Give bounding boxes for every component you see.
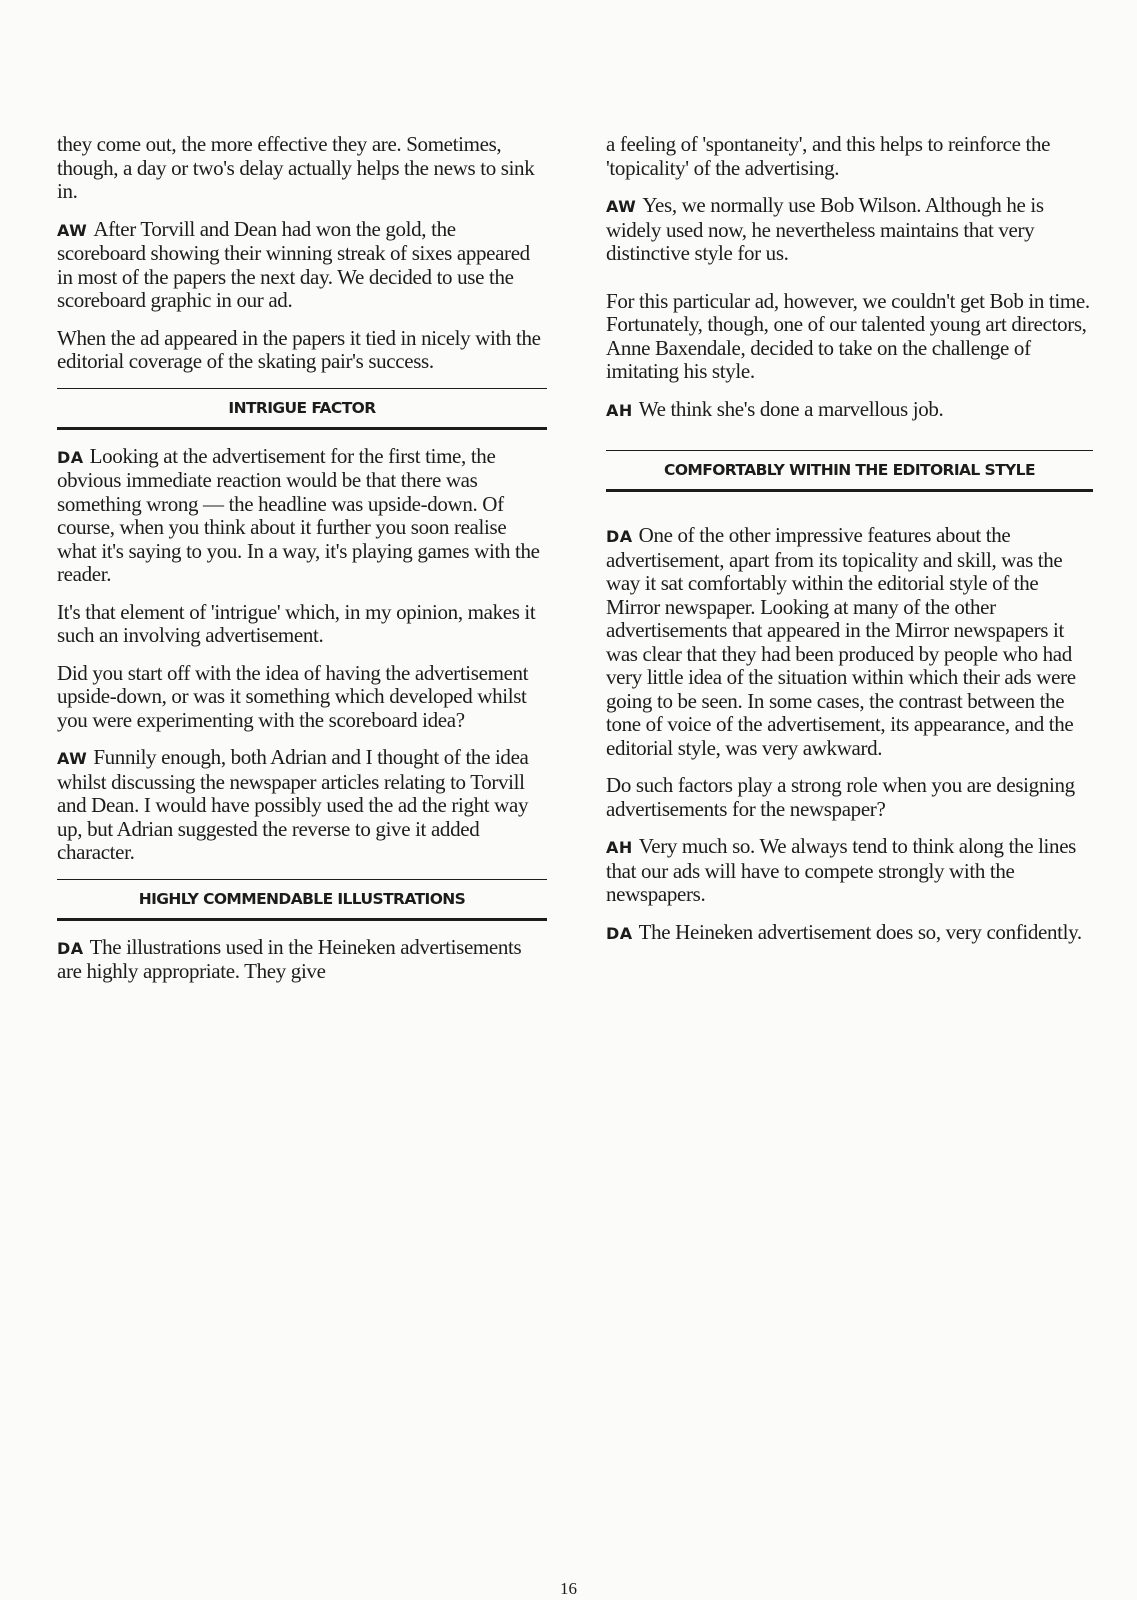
section-heading [57,388,547,430]
speaker-initials: DA [606,923,633,943]
section-heading-text: COMFORTABLY WITHIN THE EDITORIAL STYLE [664,461,1035,479]
paragraph: For this particular ad, however, we couldn't get Bob in time. Fortunately, though, one of our talented young art directors, Anne Baxendale, decided to take on the challenge of imitating his style. [606,288,1090,383]
speaker-initials: AW [606,197,637,216]
paragraph [57,746,547,865]
paragraph [606,921,1093,946]
right-column [606,133,1093,959]
paragraph-text: The illustrations used in the Heineken advertisements are highly appropriate. They give [57,934,522,983]
paragraph [606,524,1093,760]
paragraph: Do such factors play a strong role when you are designing advertisements for the newspaper? [606,773,1075,821]
paragraph: they come out, the more effective they are. Sometimes, though, a day or two's delay actually helps the news to sink in. [57,132,535,203]
paragraph-text: Looking at the advertisement for the first time, the obvious immediate reaction would be that there was something wrong — the headline was upside-down. Of course, when you think about it further you soon realise what it's saying to you. In a way, it's playing games with the reader. [57,443,540,586]
paragraph [606,194,1093,266]
paragraph-text: Funnily enough, both Adrian and I thought of the idea whilst discussing the newspaper articles relating to Torvill and Dean. I would have possibly used the ad the right way up, but Adrian suggested the reverse to give it added character. [57,745,529,864]
speaker-initials: AH [606,838,633,857]
paragraph-text: One of the other impressive features about the advertisement, apart from its topicality and skill, was the way it sat comfortably within the editorial style of the Mirror newspaper. Looking at many of the other advertisements that appeared in the Mirror newspapers it was clear that they had been produced by people who had very little idea of the situation within which their ads were going to be seen. In some cases, the contrast between the tone of voice of the advertisement, its appearance, and the editorial style, was very awkward. [606,523,1076,760]
paragraph-text: After Torvill and Dean had won the gold, the scoreboard showing their winning streak of sixes appeared in most of the papers the next day. We decided to use the scoreboard graphic in our ad. [57,216,530,312]
paragraph [606,835,1093,907]
speaker-initials: DA [606,527,633,546]
section-heading [57,879,547,921]
paragraph [57,218,547,313]
speaker-initials: AW [57,749,88,768]
paragraph [606,398,1093,423]
paragraph: When the ad appeared in the papers it tied in nicely with the editorial coverage of the skating pair's success. [57,325,541,373]
paragraph-text: The Heineken advertisement does so, very confidently. [638,919,1082,944]
speaker-initials: AW [57,220,88,240]
paragraph: a feeling of 'spontaneity', and this helps to reinforce the 'topicality' of the advertising. [606,132,1051,180]
paragraph-text: We think she's done a marvellous job. [638,396,944,421]
paragraph-text: Very much so. We always tend to think along the lines that our ads will have to compete strongly with the newspapers. [606,834,1076,906]
speaker-initials: AH [606,400,633,420]
paragraph [57,445,547,587]
speaker-initials: DA [57,938,84,958]
section-heading-text: HIGHLY COMMENDABLE ILLUSTRATIONS [138,889,466,908]
left-column [57,133,547,998]
paragraph-text: Yes, we normally use Bob Wilson. Although he is widely used now, he nevertheless maintains that very distinctive style for us. [606,193,1044,265]
paragraph: It's that element of 'intrigue' which, in my opinion, makes it such an involving advertisement. [57,599,536,647]
section-heading [606,450,1093,492]
section-heading-text: INTRIGUE FACTOR [228,398,376,417]
paragraph: Did you start off with the idea of having the advertisement upside-down, or was it something which developed whilst you were experimenting with the scoreboard idea? [57,660,529,732]
speaker-initials: DA [57,447,84,467]
paragraph [57,936,547,984]
page-number: 16 [560,1579,577,1598]
